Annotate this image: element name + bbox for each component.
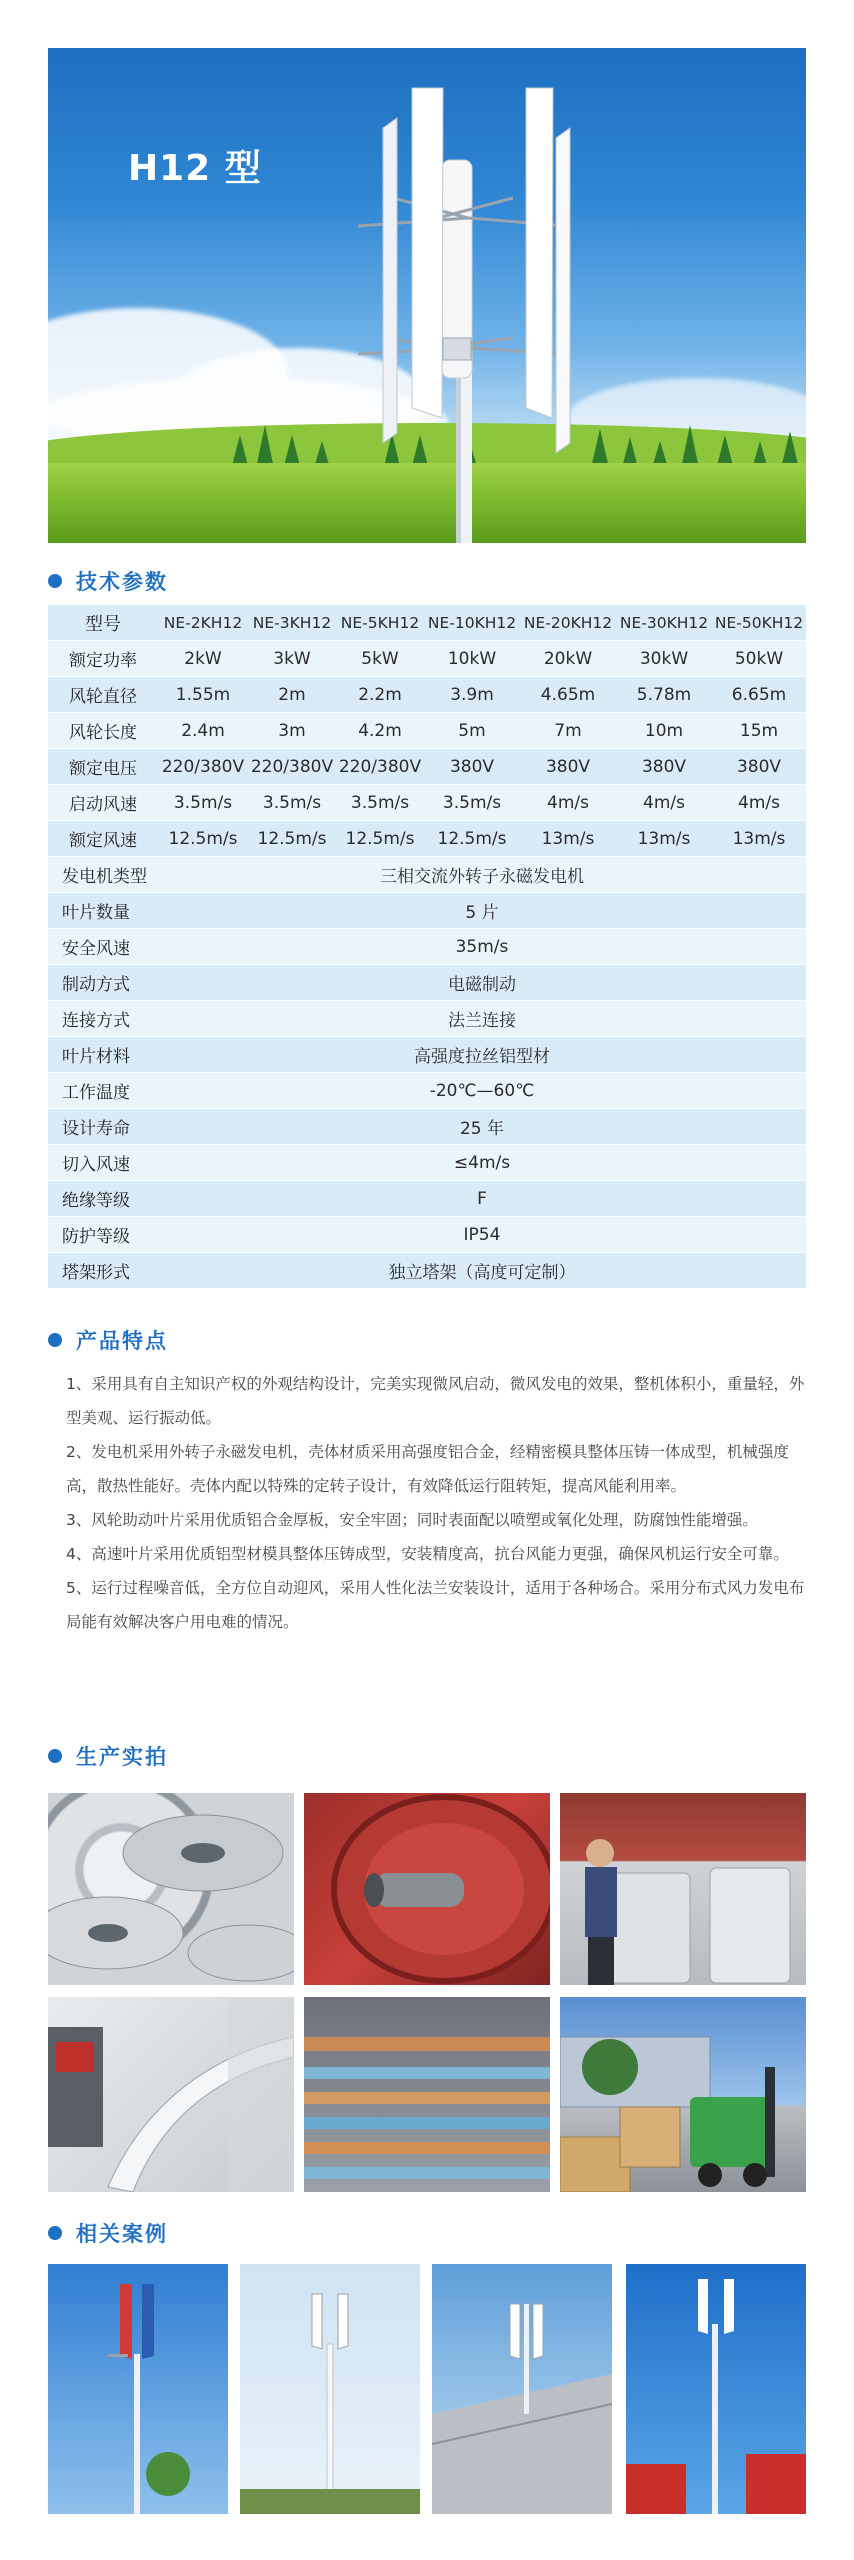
spec-table-body [48, 605, 806, 1289]
spec-merged-row [48, 1217, 806, 1253]
spec-value-cell: 3m [248, 713, 336, 749]
spec-merged-row [48, 893, 806, 929]
spec-value-cell: 4m/s [616, 785, 712, 821]
production-photo-machining [48, 1997, 294, 2192]
turbine-case-image [432, 2264, 612, 2514]
spec-value-cell: 12.5m/s [158, 821, 248, 857]
spec-row [48, 821, 806, 857]
spec-value-cell: 6.65m [712, 677, 806, 713]
blade-profiles-image [304, 1997, 550, 2192]
hero-banner [48, 48, 806, 543]
spec-merged-value: IP54 [158, 1217, 806, 1253]
feature-item: 4、高速叶片采用优质铝型材模具整体压铸成型，安装精度高，抗台风能力更强，确保风机运行安全可靠。 [66, 1545, 789, 1563]
spec-model-cell: NE-3KH12 [248, 605, 336, 641]
spec-value-cell: 20kW [520, 641, 616, 677]
spec-value-cell: 1.55m [158, 677, 248, 713]
turbine-case-image [240, 2264, 420, 2514]
generator-casing-image [304, 1793, 550, 1985]
spec-merged-value: 法兰连接 [158, 1001, 806, 1037]
spec-merged-row [48, 1109, 806, 1145]
feature-item: 1、采用具有自主知识产权的外观结构设计，完美实现微风启动，微风发电的效果，整机体积小，重量轻，外型美观、运行振动低。 [66, 1375, 805, 1427]
spec-row-label: 绝缘等级 [48, 1181, 158, 1217]
section-title: 产品特点 [76, 1329, 168, 1353]
case-photo-2 [240, 2264, 420, 2514]
spec-row-label: 制动方式 [48, 965, 158, 1001]
spec-value-cell: 30kW [616, 641, 712, 677]
spec-value-cell: 3kW [248, 641, 336, 677]
spec-value-cell: 3.5m/s [248, 785, 336, 821]
production-photo-blades [304, 1997, 550, 2192]
spec-model-cell: NE-5KH12 [336, 605, 424, 641]
spec-merged-value: 独立塔架（高度可定制） [158, 1253, 806, 1289]
spec-row-label: 安全风速 [48, 929, 158, 965]
spec-row-label: 发电机类型 [48, 857, 158, 893]
spec-value-cell: 50kW [712, 641, 806, 677]
wind-turbine-illustration [48, 48, 806, 543]
feature-item: 2、发电机采用外转子永磁发电机，壳体材质采用高强度铝合金，经精密模具整体压铸一体成型，机械强度高，散热性能好。壳体内配以特殊的定转子设计，有效降低运行阻转矩，提高风能利用率。 [66, 1443, 789, 1495]
feature-item: 5、运行过程噪音低，全方位自动迎风，采用人性化法兰安装设计，适用于各种场合。采用分布式风力发电布局能有效解决客户用电难的情况。 [66, 1579, 805, 1631]
spec-value-cell: 380V [520, 749, 616, 785]
section-title: 相关案例 [76, 2222, 168, 2246]
spec-merged-value: 5 片 [158, 893, 806, 929]
spec-merged-row [48, 1073, 806, 1109]
spec-row-label: 风轮直径 [48, 677, 158, 713]
spec-value-cell: 10kW [424, 641, 520, 677]
turbine-case-image [48, 2264, 228, 2514]
spec-value-cell: 220/380V [248, 749, 336, 785]
spec-row-label: 叶片材料 [48, 1037, 158, 1073]
spec-value-cell: 220/380V [158, 749, 248, 785]
production-photo-worker [560, 1793, 806, 1985]
spec-value-cell: 4.2m [336, 713, 424, 749]
section-header-tech [48, 566, 168, 596]
spec-row-label: 设计寿命 [48, 1109, 158, 1145]
worker-with-cylinder-image [560, 1793, 806, 1985]
section-title: 技术参数 [76, 570, 168, 594]
spec-row-label: 额定风速 [48, 821, 158, 857]
spec-merged-row [48, 1145, 806, 1181]
spec-merged-value: 三相交流外转子永磁发电机 [158, 857, 806, 893]
spec-row [48, 713, 806, 749]
spec-row-label: 额定功率 [48, 641, 158, 677]
spec-value-cell: 380V [424, 749, 520, 785]
forklift-crates-image [560, 1997, 806, 2192]
spec-value-cell: 13m/s [616, 821, 712, 857]
spec-value-cell: 12.5m/s [336, 821, 424, 857]
spec-model-cell: NE-20KH12 [520, 605, 616, 641]
spec-value-cell: 4m/s [520, 785, 616, 821]
spec-table [48, 604, 806, 1288]
spec-value-cell: 12.5m/s [424, 821, 520, 857]
spec-value-cell: 220/380V [336, 749, 424, 785]
spec-merged-row [48, 929, 806, 965]
spec-header-label: 型号 [48, 605, 158, 641]
spec-row-label: 塔架形式 [48, 1253, 158, 1289]
spec-model-cell: NE-10KH12 [424, 605, 520, 641]
spec-row-label: 叶片数量 [48, 893, 158, 929]
spec-row [48, 785, 806, 821]
spec-row [48, 749, 806, 785]
spec-merged-value: 高强度拉丝铝型材 [158, 1037, 806, 1073]
spec-value-cell: 2m [248, 677, 336, 713]
section-header-cases [48, 2218, 168, 2248]
spec-value-cell: 380V [616, 749, 712, 785]
spec-row-label: 连接方式 [48, 1001, 158, 1037]
spec-row-label: 切入风速 [48, 1145, 158, 1181]
spec-row-label: 工作温度 [48, 1073, 158, 1109]
spec-value-cell: 380V [712, 749, 806, 785]
spec-value-cell: 13m/s [520, 821, 616, 857]
spec-merged-value: -20℃—60℃ [158, 1073, 806, 1109]
spec-value-cell: 7m [520, 713, 616, 749]
spec-row-label: 启动风速 [48, 785, 158, 821]
section-title: 生产实拍 [76, 1745, 168, 1769]
production-photo-red-generator [304, 1793, 550, 1985]
spec-header-row [48, 605, 806, 641]
bullet-dot-icon [48, 1333, 62, 1347]
spec-value-cell: 5.78m [616, 677, 712, 713]
spec-value-cell: 4.65m [520, 677, 616, 713]
spec-value-cell: 2kW [158, 641, 248, 677]
spec-merged-value: 35m/s [158, 929, 806, 965]
turbine-case-image [626, 2264, 806, 2514]
spec-value-cell: 2.4m [158, 713, 248, 749]
case-photo-1 [48, 2264, 228, 2514]
spec-value-cell: 3.5m/s [158, 785, 248, 821]
spec-row-label: 额定电压 [48, 749, 158, 785]
spec-value-cell: 10m [616, 713, 712, 749]
spec-value-cell: 3.5m/s [424, 785, 520, 821]
case-photo-4 [626, 2264, 806, 2514]
bullet-dot-icon [48, 574, 62, 588]
feature-item: 3、风轮助动叶片采用优质铝合金厚板，安全牢固；同时表面配以喷塑或氧化处理，防腐蚀性能增强。 [66, 1511, 758, 1529]
machined-parts-image [48, 1793, 294, 1985]
spec-merged-value: F [158, 1181, 806, 1217]
spec-value-cell: 3.9m [424, 677, 520, 713]
spec-value-cell: 3.5m/s [336, 785, 424, 821]
spec-value-cell: 5m [424, 713, 520, 749]
spec-value-cell: 4m/s [712, 785, 806, 821]
spec-merged-row [48, 1253, 806, 1289]
blade-machining-image [48, 1997, 294, 2192]
spec-value-cell: 5kW [336, 641, 424, 677]
spec-row-label: 风轮长度 [48, 713, 158, 749]
spec-merged-value: ≤4m/s [158, 1145, 806, 1181]
case-photo-3 [432, 2264, 612, 2514]
bullet-dot-icon [48, 1749, 62, 1763]
spec-value-cell: 12.5m/s [248, 821, 336, 857]
spec-row-label: 防护等级 [48, 1217, 158, 1253]
spec-value-cell: 2.2m [336, 677, 424, 713]
section-header-production [48, 1741, 168, 1771]
spec-merged-row [48, 965, 806, 1001]
spec-merged-row [48, 1037, 806, 1073]
spec-row [48, 641, 806, 677]
spec-row [48, 677, 806, 713]
spec-value-cell: 13m/s [712, 821, 806, 857]
spec-merged-row [48, 1181, 806, 1217]
spec-merged-value: 25 年 [158, 1109, 806, 1145]
spec-value-cell: 15m [712, 713, 806, 749]
spec-merged-value: 电磁制动 [158, 965, 806, 1001]
spec-merged-row [48, 1001, 806, 1037]
hero-title: H12 型 [128, 148, 262, 189]
spec-model-cell: NE-2KH12 [158, 605, 248, 641]
bullet-dot-icon [48, 2226, 62, 2240]
spec-merged-row [48, 857, 806, 893]
production-photo-forklift [560, 1997, 806, 2192]
section-header-features [48, 1325, 168, 1355]
spec-model-cell: NE-30KH12 [616, 605, 712, 641]
production-photo-aluminum-housings [48, 1793, 294, 1985]
features-list [66, 1367, 810, 1639]
spec-model-cell: NE-50KH12 [712, 605, 806, 641]
